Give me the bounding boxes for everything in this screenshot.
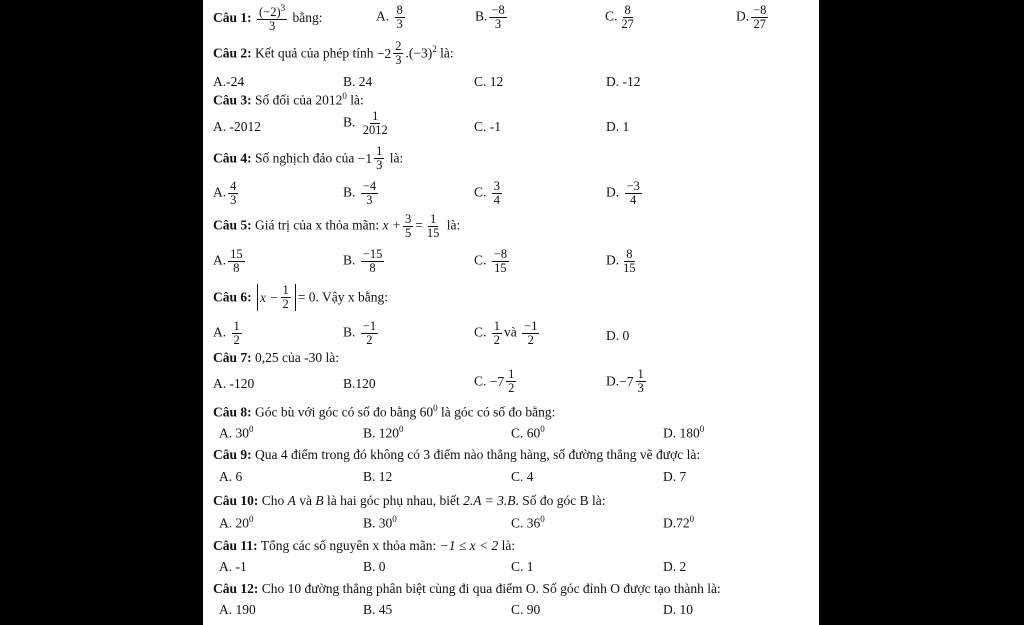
question-1: Câu 1: $\frac{(-2)^3}{3}$ bằng:: [213, 3, 323, 34]
option-b: B. $120^0$: [363, 424, 404, 441]
option-c: C. $60^0$: [511, 424, 545, 441]
option-b: B. $\frac{1}{2012}$: [343, 109, 388, 138]
option-c: C. $\frac{3}{4}$: [474, 179, 501, 208]
option-a: A. 6: [219, 469, 243, 484]
question-3: Câu 3: Số đối của 2012$^0$ là:: [213, 91, 364, 108]
option-a: A. -2012: [213, 119, 261, 134]
option-a: A. -120: [213, 376, 255, 391]
question-10: Câu 10: Cho A và B là hai góc phụ nhau, biết 2.A = 3.B. Số đo góc B là:: [213, 493, 606, 508]
option-a: A. $30^0$: [219, 424, 254, 441]
option-a: A. $\frac{4}{3}$: [213, 179, 237, 208]
option-c: C. -1: [474, 119, 501, 134]
absolute-value: x − $\frac{1}{2}$: [257, 284, 296, 311]
question-5: Câu 5: Giá trị của x thỏa mãn: x + $\frac{3}{5}$ = $\frac{1}{15}$ là:: [213, 212, 461, 241]
option-a: A. $\frac{1}{2}$: [213, 319, 240, 348]
option-c: C. 4: [511, 469, 534, 484]
option-c: C. 90: [511, 602, 541, 617]
option-b: B. 12: [363, 469, 393, 484]
option-d: $D.72^0$: [663, 514, 695, 531]
option-d: D. 2: [663, 559, 687, 574]
option-c: C. $\frac{8}{27}$: [605, 3, 634, 32]
option-a: A. $\frac{15}{8}$: [213, 247, 243, 276]
option-c: C. $\frac{1}{2}$ và $\frac{-1}{2}$: [474, 319, 538, 348]
question-12: Câu 12: Cho 10 đường thẳng phân biệt cùng đi qua điểm O. Số góc đỉnh O được tạo thành là:: [213, 581, 721, 596]
option-c: C. $\frac{-8}{15}$: [474, 247, 508, 276]
fraction: $\frac{(-2)^3}{3}$: [259, 3, 286, 34]
option-a: A. 190: [219, 602, 256, 617]
option-c: C. $36^0$: [511, 514, 545, 531]
option-a: A. $\frac{8}{3}$: [376, 3, 403, 32]
option-c: C. 12: [474, 74, 504, 89]
question-4: Câu 4: Số nghịch đảo của −1 $\frac{1}{3}$ là:: [213, 144, 404, 173]
option-a: A. -1: [219, 559, 247, 574]
option-d: D. $\frac{-8}{27}$: [736, 3, 767, 32]
option-b: B. $\frac{-8}{3}$: [475, 3, 505, 32]
question-8: Câu 8: Góc bù với góc có số đo bằng $60^0$ là góc có số đo bằng:: [213, 403, 556, 420]
question-7: Câu 7: 0,25 của -30 là:: [213, 350, 339, 365]
question-6: Câu 6: x − $\frac{1}{2}$ = 0. Vậy x bằng:: [213, 283, 388, 312]
option-a: A. $20^0$: [219, 514, 254, 531]
option-b: B.120: [343, 376, 376, 391]
option-c: C. 1: [511, 559, 534, 574]
exam-page: [203, 0, 819, 625]
question-number: Câu 1:: [213, 9, 252, 25]
option-d: D. $\frac{8}{15}$: [606, 247, 636, 276]
option-b: B. $\frac{-4}{3}$: [343, 179, 377, 208]
question-2: Câu 2: Kết quả của phép tính −2 $\frac{2}{3}$ $.(-3)^2$ là:: [213, 39, 454, 68]
question-9: Câu 9: Qua 4 điểm trong đó không có 3 điểm nào thẳng hàng, số đường thẳng vẽ được là:: [213, 447, 701, 462]
option-d: D. $180^0$: [663, 424, 705, 441]
option-d: D. 7: [663, 469, 687, 484]
option-c: C. −7 $\frac{1}{2}$: [474, 367, 515, 396]
option-d: D. -12: [606, 74, 641, 89]
option-b: B. 45: [363, 602, 393, 617]
option-b: B. $\frac{-1}{2}$: [343, 319, 377, 348]
question-11: Câu 11: Tổng các số nguyên x thỏa mãn: −1 ≤ x < 2 là:: [213, 538, 516, 553]
option-d: D. $\frac{-3}{4}$: [606, 179, 640, 208]
option-b: B. 0: [363, 559, 386, 574]
option-d: D. 10: [663, 602, 693, 617]
option-b: B. $\frac{-15}{8}$: [343, 247, 383, 276]
option-d: D. 0: [606, 328, 630, 343]
option-d: D. −7 $\frac{1}{3}$: [606, 367, 644, 396]
option-b: B. 24: [343, 74, 373, 89]
option-d: D. 1: [606, 119, 630, 134]
option-a: A.-24: [213, 74, 245, 89]
option-b: B. $30^0$: [363, 514, 397, 531]
